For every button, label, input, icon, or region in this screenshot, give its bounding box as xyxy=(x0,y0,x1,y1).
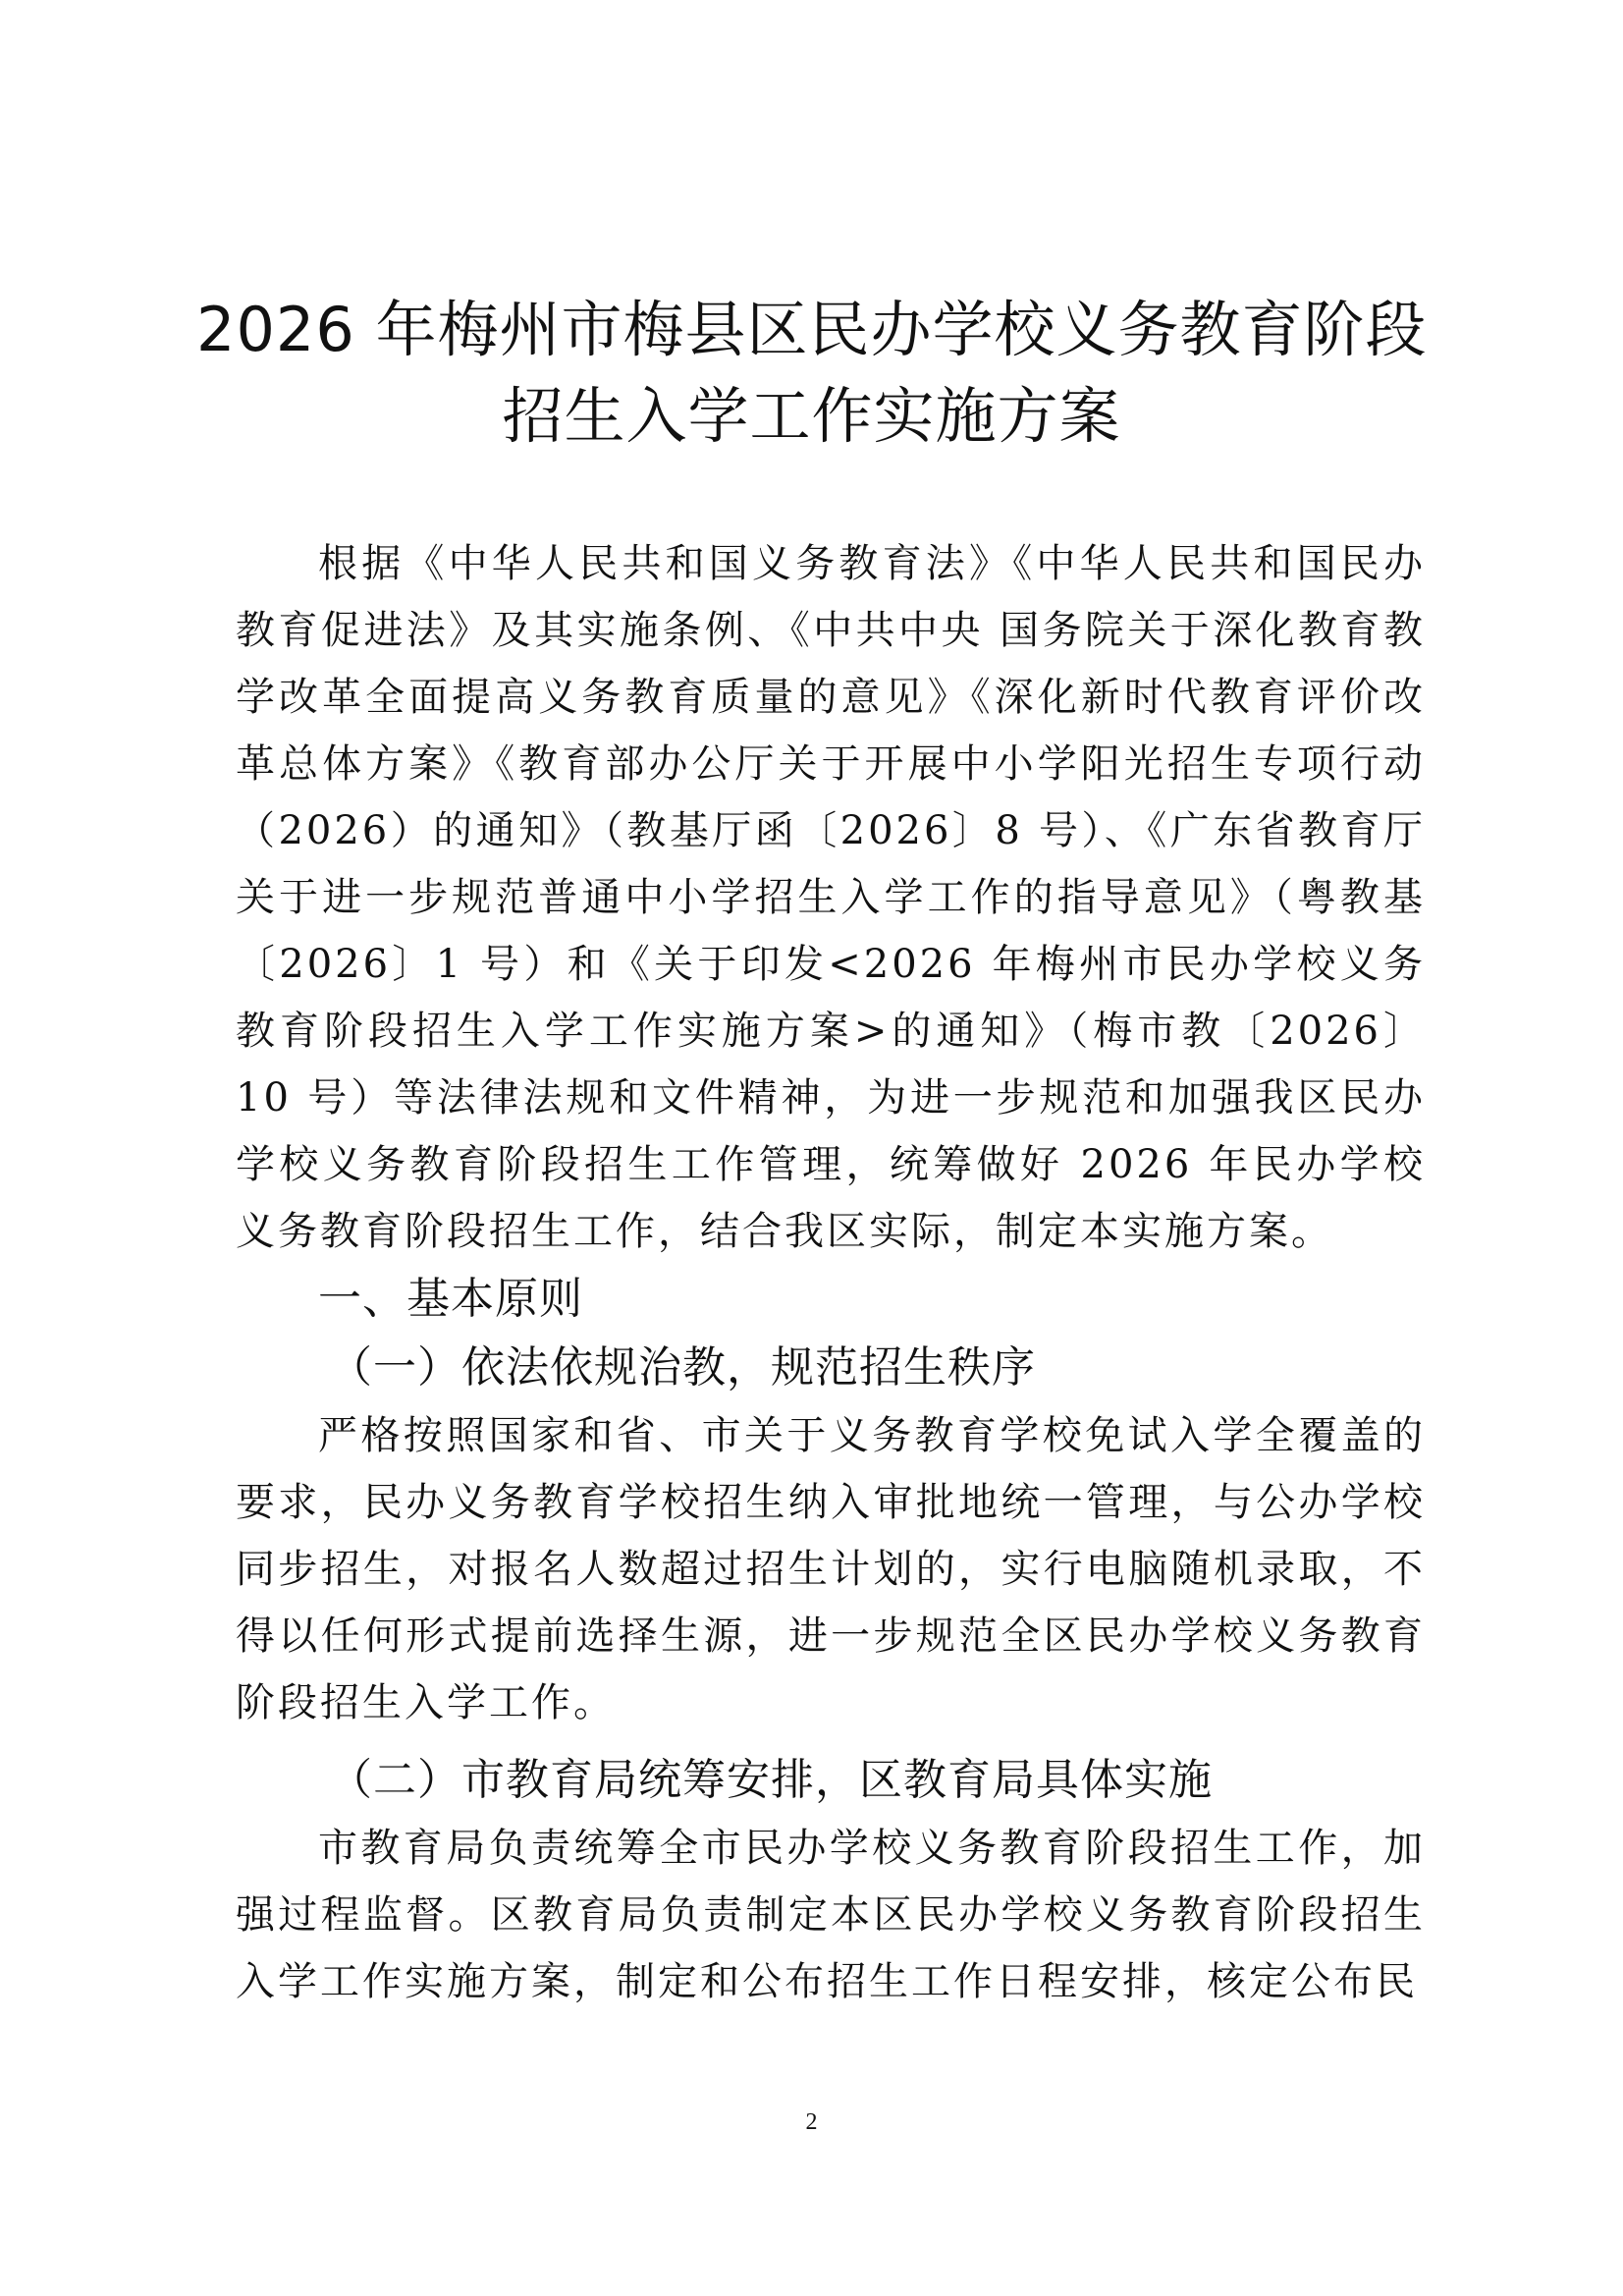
document-title-line-1: 2026 年梅州市梅县区民办学校义务教育阶段 xyxy=(196,294,1428,365)
subsection-1-heading: （一）依法依规治教，规范招生秩序 xyxy=(329,1342,1036,1393)
subsection-2-heading: （二）市教育局统筹安排，区教育局具体实施 xyxy=(329,1755,1213,1805)
intro-paragraph: 根据《中华人民共和国义务教育法》《中华人民共和国民办教育促进法》及其实施条例、《中共中央 国务院关于深化教育教学改革全面提高义务教育质量的意见》《深化新时代教育评价改革总体方案》《教育部办公厅关于开展中小学阳光招生专项行动（2026）的通知》（教基厅函〔2026〕8 号）、《广东省教育厅关于进一步规范普通中小学招生入学工作的指导意见》（粤教基〔2026〕1 号）和《关于印发<2026 年梅州市民办学校义务教育阶段招生入学工作实施方案>的通知》（梅市教〔2026〕10 号）等法律法规和文件精神，为进一步规范和加强我区民办学校义务教育阶段招生工作管理，统筹做好 2026 年民办学校义务教育阶段招生工作，结合我区实际，制定本实施方案。 xyxy=(236,541,1426,1254)
document-body xyxy=(236,530,1426,2015)
section-1-heading: 一、基本原则 xyxy=(318,1274,583,1324)
subsection-2-paragraph: 市教育局负责统筹全市民办学校义务教育阶段招生工作，加强过程监督。区教育局负责制定本区民办学校义务教育阶段招生入学工作实施方案，制定和公布招生工作日程安排，核定公布民 xyxy=(236,1826,1426,2004)
document-title-line-2: 招生入学工作实施方案 xyxy=(502,380,1121,452)
page-number: 2 xyxy=(805,2109,818,2135)
subsection-1-paragraph: 严格按照国家和省、市关于义务教育学校免试入学全覆盖的要求，民办义务教育学校招生纳入审批地统一管理，与公办学校同步招生，对报名人数超过招生计划的，实行电脑随机录取，不得以任何形式提前选择生源，进一步规范全区民办学校义务教育阶段招生入学工作。 xyxy=(236,1413,1426,1725)
